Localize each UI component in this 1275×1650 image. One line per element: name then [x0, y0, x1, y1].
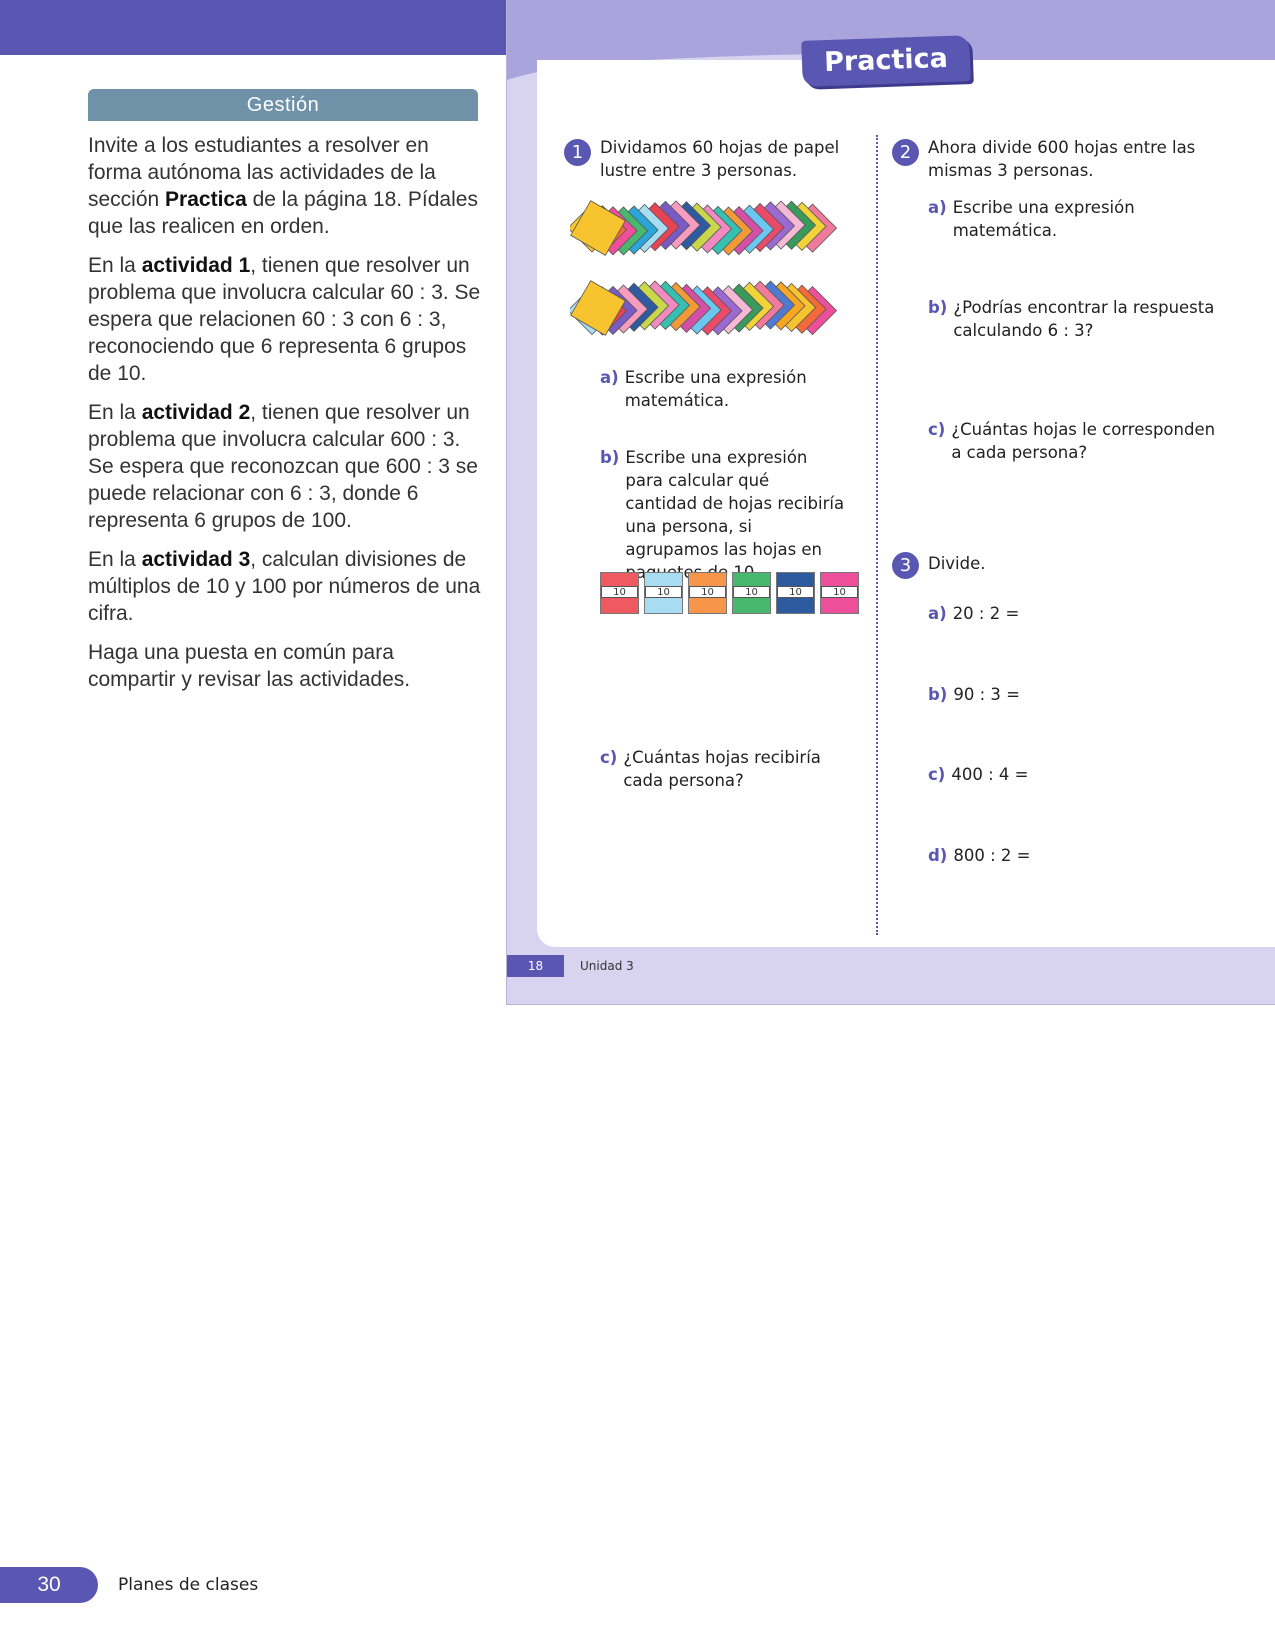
activity-2-prompt: Ahora divide 600 hojas entre las mismas 3 personas.	[928, 138, 1196, 180]
packet-label: 10	[777, 586, 814, 598]
guide-paragraph: En la actividad 1, tienen que resolver un problema que involucra calcular 60 : 3. Se espera que relacionen 60 : 3 con 6 : 3, reconociendo que 6 representa 6 grupos de 10.	[88, 254, 481, 385]
activity-3c: c) 400 : 4 =	[928, 765, 1029, 784]
page-footer-label: Planes de clases	[118, 1575, 259, 1595]
packet-label: 10	[689, 586, 726, 598]
activity-3-prompt: Divide.	[928, 554, 986, 573]
paper-packet	[732, 572, 771, 614]
activity-3d: d) 800 : 2 =	[928, 846, 1031, 865]
student-page-number: 18	[507, 955, 564, 977]
activity-2-number: 2	[892, 139, 919, 166]
activity-1-prompt: Dividamos 60 hojas de papel lustre entre 3 personas.	[600, 138, 840, 180]
top-color-band	[0, 0, 507, 55]
activity-3b: b) 90 : 3 =	[928, 685, 1020, 704]
guide-paragraph: En la actividad 2, tienen que resolver un problema que involucra calcular 600 : 3. Se espera que reconozcan que 600 : 3 se puede relacionar con 6 : 3, donde 6 representa 6 grupos de 100.	[88, 401, 478, 532]
guide-text	[88, 132, 483, 705]
paper-packet	[600, 572, 639, 614]
paper-stack-2	[570, 273, 855, 343]
activity-2c: c) ¿Cuántas hojas le corresponden a cada persona?	[928, 420, 1216, 462]
paper-packet	[820, 572, 859, 614]
guide-paragraph: En la actividad 3, calculan divisiones de múltiplos de 10 y 100 por números de una cifra.	[88, 548, 481, 625]
packet-label: 10	[601, 586, 638, 598]
activity-1c: c) ¿Cuántas hojas recibiría cada persona?	[600, 748, 821, 790]
activity-1-number: 1	[564, 139, 591, 166]
page-number: 30	[0, 1567, 98, 1603]
packet-label: 10	[821, 586, 858, 598]
gestion-header: Gestión	[88, 89, 478, 121]
paper-stack-1	[570, 193, 855, 263]
activity-1b: b) Escribe una expresión para calcular qué cantidad de hojas recibiría una persona, si agrupamos las hojas en	[600, 448, 845, 559]
column-divider	[876, 135, 878, 935]
packet-label: 10	[645, 586, 682, 598]
packet-label: 10	[733, 586, 770, 598]
activity-2b: b) ¿Podrías encontrar la respuesta calculando 6 : 3?	[928, 298, 1215, 340]
activity-1a: a) Escribe una expresión matemática.	[600, 368, 807, 410]
guide-paragraph: Haga una puesta en común para compartir y revisar las actividades.	[88, 641, 411, 691]
guide-paragraph: Invite a los estudiantes a resolver en forma autónoma las actividades de la sección Practica de la página 18. Pídales que las realicen en orden.	[88, 134, 478, 238]
paper-packet	[688, 572, 727, 614]
paper-packet	[776, 572, 815, 614]
activity-3-number: 3	[892, 552, 919, 579]
student-unit-label: Unidad 3	[580, 959, 634, 973]
practica-tab: Practica	[801, 35, 971, 87]
activity-3a: a) 20 : 2 =	[928, 604, 1020, 623]
activity-2a: a) Escribe una expresión matemática.	[928, 198, 1135, 240]
paper-packet	[644, 572, 683, 614]
